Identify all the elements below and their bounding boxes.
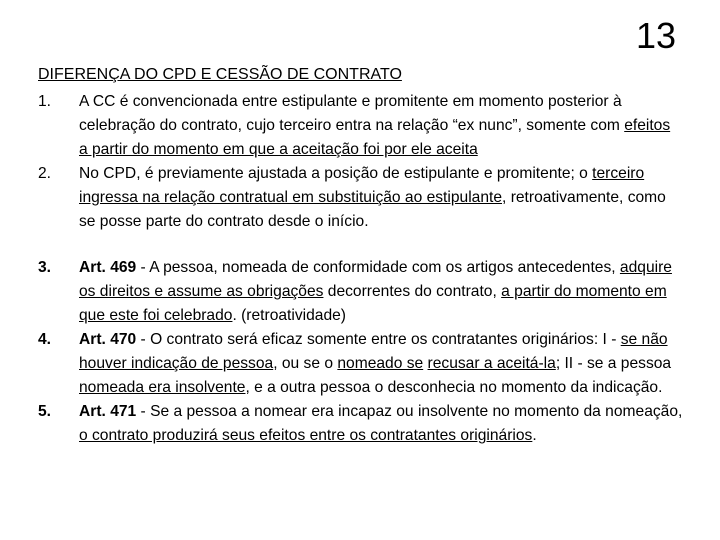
text-segment: - Se a pessoa a nomear era incapaz ou insolvente no momento da nomeação,: [136, 403, 683, 420]
list-item: [38, 328, 683, 400]
text-segment: - A pessoa, nomeada de conformidade com os artigos antecedentes,: [136, 259, 620, 276]
text-segment: A CC é convencionada entre estipulante e promitente em momento posterior à celebração do contrato, cujo terceiro entra na relação “ex nunc”, somente com: [79, 93, 625, 134]
article-label: Art. 469: [79, 259, 137, 276]
list-item-number: 2.: [38, 165, 52, 182]
numbered-list: [38, 90, 683, 448]
page-title: DIFERENÇA DO CPD E CESSÃO DE CONTRATO: [38, 66, 402, 83]
article-label: Art. 470: [79, 331, 137, 348]
list-item-text: [79, 328, 683, 400]
underlined-text: adquire os direitos e assume as obrigações: [79, 259, 672, 300]
list-item: [38, 256, 683, 328]
underlined-text: se não houver indicação de pessoa: [79, 331, 668, 372]
text-segment: No CPD, é previamente ajustada a posição de estipulante e promitente; o: [79, 165, 593, 182]
underlined-text: terceiro ingressa na relação contratual em substituição ao estipulante: [79, 165, 645, 206]
underlined-text: nomeado se: [337, 355, 424, 372]
list-item-number: 5.: [38, 403, 52, 420]
list-item: [38, 90, 683, 162]
underlined-text: recusar a aceitá-la: [427, 355, 556, 372]
list-item: [38, 162, 683, 234]
text-segment: . (retroatividade): [232, 307, 346, 324]
text-segment: , retroativamente, como se posse parte do contrato desde o início.: [79, 189, 666, 230]
list-item-number: 3.: [38, 259, 52, 276]
list-item-number: 4.: [38, 331, 52, 348]
list-item-text: [79, 90, 683, 162]
underlined-text: efeitos a partir do momento em que a aceitação foi por ele aceita: [79, 117, 671, 158]
text-segment: - O contrato será eficaz somente entre os contratantes originários: I -: [136, 331, 621, 348]
text-segment: ; II - se a pessoa: [555, 355, 672, 372]
underlined-text: a partir do momento em que este foi celebrado: [79, 283, 667, 324]
list-spacer: [38, 234, 683, 256]
list-item-number: 1.: [38, 93, 52, 110]
list-item-text: [79, 256, 683, 328]
slide-number: 13: [635, 15, 676, 56]
underlined-text: o contrato produzirá seus efeitos entre os contratantes originários: [79, 427, 533, 444]
text-segment: , ou se o: [273, 355, 338, 372]
list-item-text: [79, 400, 683, 448]
text-segment: , e a outra pessoa o desconhecia no momento da indicação.: [245, 379, 663, 396]
list-item: [38, 400, 683, 448]
list-item-text: [79, 162, 683, 234]
article-label: Art. 471: [79, 403, 137, 420]
text-segment: decorrentes do contrato,: [323, 283, 502, 300]
underlined-text: nomeada era insolvente: [79, 379, 246, 396]
text-segment: .: [532, 427, 537, 444]
